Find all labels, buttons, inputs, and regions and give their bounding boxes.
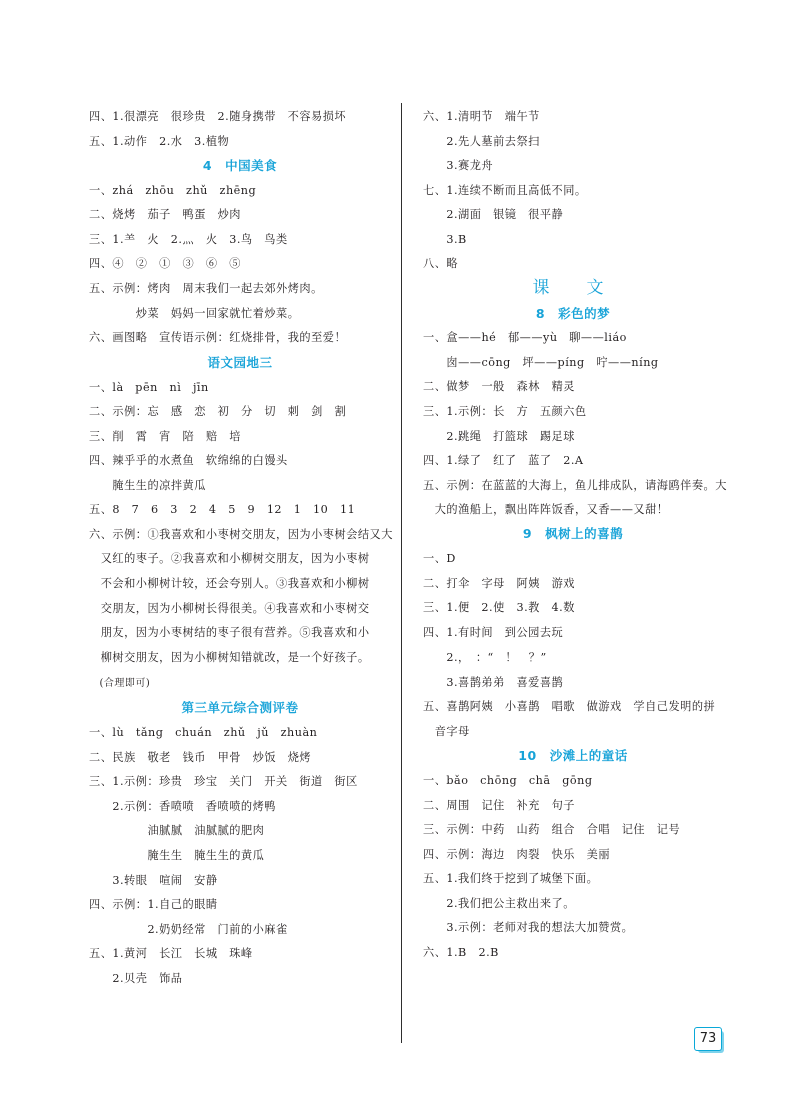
answer-line: 一、bǎo chōng chā gōng bbox=[423, 774, 593, 787]
answer-line: 囱——cōng 坪——píng 咛——níng bbox=[423, 356, 659, 369]
answer-line: 二、周围 记住 补充 句子 bbox=[423, 799, 575, 812]
answer-line: 四、1.绿了 红了 蓝了 2.A bbox=[423, 454, 584, 467]
answer-line: 一、盒——hé 郁——yù 聊——liáo bbox=[423, 331, 627, 344]
answer-line: 八、略 bbox=[423, 257, 459, 270]
answer-line: 2.先人墓前去祭扫 bbox=[423, 135, 540, 148]
answer-line: 三、1.便 2.使 3.教 4.数 bbox=[423, 601, 575, 614]
answer-line: 二、烧烤 茄子 鸭蛋 炒肉 bbox=[89, 208, 241, 221]
answer-line: 2.贝壳 饰品 bbox=[89, 972, 183, 985]
answer-line: 六、示例：①我喜欢和小枣树交朋友，因为小枣树会结又大 bbox=[89, 528, 393, 541]
answer-line: 三、示例：中药 山药 组合 合唱 记住 记号 bbox=[423, 823, 681, 836]
answer-line: 六、1.清明节 端午节 bbox=[423, 110, 540, 123]
answer-line: 3.赛龙舟 bbox=[423, 159, 494, 172]
answer-line: 三、削 霄 宵 陪 赔 培 bbox=[89, 430, 241, 443]
answer-line: 2.我们把公主救出来了。 bbox=[423, 897, 575, 910]
answer-line: 二、示例：忘 感 恋 初 分 切 刺 剑 割 bbox=[89, 405, 347, 418]
answer-line: 五、1.我们终于挖到了城堡下面。 bbox=[423, 872, 599, 885]
answer-line: 五、8 7 6 3 2 4 5 9 12 1 10 11 bbox=[89, 503, 356, 516]
answer-note: (合理即可) bbox=[89, 678, 151, 689]
answer-line: 四、示例：1.自己的眼睛 bbox=[89, 898, 218, 911]
section-heading: 第三单元综合测评卷 bbox=[181, 700, 299, 715]
answer-line: 三、1.示例：长 方 五颜六色 bbox=[423, 405, 587, 418]
section-heading: 8 彩色的梦 bbox=[535, 306, 611, 321]
answer-line: 不会和小柳树计较，还会夸别人。③我喜欢和小柳树 bbox=[89, 577, 370, 590]
answer-line: 音字母 bbox=[423, 725, 470, 738]
answer-line: 五、1.动作 2.水 3.植物 bbox=[89, 135, 230, 148]
answer-line: 2.湖面 银镜 很平静 bbox=[423, 208, 564, 221]
answer-line: 大的渔船上，飘出阵阵饭香，又香——又甜！ bbox=[423, 503, 669, 516]
answer-line: 朋友，因为小枣树结的枣子很有营养。⑤我喜欢和小 bbox=[89, 626, 370, 639]
answer-line: 四、④ ② ① ③ ⑥ ⑤ bbox=[89, 257, 241, 270]
answer-line: 3.喜鹊弟弟 喜爱喜鹊 bbox=[423, 676, 564, 689]
answer-line: 2.示例：香喷喷 香喷喷的烤鸭 bbox=[89, 800, 276, 813]
answer-line: 五、1.黄河 长江 长城 珠峰 bbox=[89, 947, 253, 960]
answer-line: 六、1.B 2.B bbox=[423, 946, 499, 959]
answer-line: 七、1.连续不断而且高低不同。 bbox=[423, 184, 587, 197]
answer-line: 又红的枣子。②我喜欢和小柳树交朋友，因为小枣树 bbox=[89, 552, 370, 565]
answer-line: 腌生生的凉拌黄瓜 bbox=[89, 479, 206, 492]
answer-line: 2.， ：“ ！ ？” bbox=[423, 651, 547, 664]
answer-line: 3.转眼 喧闹 安静 bbox=[89, 874, 218, 887]
page-number: 73 bbox=[699, 1031, 717, 1046]
answer-line: 二、民族 敬老 钱币 甲骨 炒饭 烧烤 bbox=[89, 751, 312, 764]
section-heading: 9 枫树上的喜鹊 bbox=[522, 526, 624, 541]
section-heading: 4 中国美食 bbox=[202, 158, 278, 173]
answer-line: 2.奶奶经常 门前的小麻雀 bbox=[89, 923, 288, 936]
answer-line: 二、打伞 字母 阿姨 游戏 bbox=[423, 577, 575, 590]
answer-line: 柳树交朋友，因为小柳树知错就改，是一个好孩子。 bbox=[89, 651, 370, 664]
answer-line: 二、做梦 一般 森林 精灵 bbox=[423, 380, 575, 393]
answer-line: 五、喜鹊阿姨 小喜鹊 唱歌 做游戏 学自己发明的拼 bbox=[423, 700, 716, 713]
answer-line: 六、画图略 宣传语示例：红烧排骨，我的至爱！ bbox=[89, 331, 347, 344]
section-heading: 语文园地三 bbox=[207, 355, 273, 370]
answer-line: 四、1.很漂亮 很珍贵 2.随身携带 不容易损坏 bbox=[89, 110, 347, 123]
answer-line: 四、示例：海边 肉裂 快乐 美丽 bbox=[423, 848, 611, 861]
section-heading: 10 沙滩上的童话 bbox=[518, 748, 628, 763]
answer-line: 交朋友，因为小柳树长得很美。④我喜欢和小枣树交 bbox=[89, 602, 370, 615]
answer-line: 五、示例：在蓝蓝的大海上，鱼儿排成队，请海鸥伴奏。大 bbox=[423, 479, 727, 492]
page-number-badge bbox=[694, 1027, 722, 1051]
section-heading: 课 文 bbox=[532, 278, 614, 298]
answer-line: 四、辣乎乎的水煮鱼 软绵绵的白馒头 bbox=[89, 454, 288, 467]
answer-line: 一、D bbox=[423, 552, 456, 565]
column-divider bbox=[401, 103, 402, 1043]
answer-line: 四、1.有时间 到公园去玩 bbox=[423, 626, 564, 639]
answer-line: 一、zhá zhōu zhǔ zhēng bbox=[89, 184, 257, 197]
answer-line: 3.示例：老师对我的想法大加赞赏。 bbox=[423, 921, 634, 934]
answer-line: 炒菜 妈妈一回家就忙着炒菜。 bbox=[89, 307, 300, 320]
answer-line: 一、là pēn nì jīn bbox=[89, 381, 209, 394]
answer-line: 油腻腻 油腻腻的肥肉 bbox=[89, 824, 265, 837]
answer-line: 三、1.示例：珍贵 珍宝 关门 开关 街道 街区 bbox=[89, 775, 358, 788]
answer-line: 腌生生 腌生生的黄瓜 bbox=[89, 849, 265, 862]
answer-line: 2.跳绳 打篮球 踢足球 bbox=[423, 430, 575, 443]
answer-line: 一、lù tǎng chuán zhǔ jǔ zhuàn bbox=[89, 726, 318, 739]
answer-line: 3.B bbox=[423, 233, 467, 246]
answer-line: 三、1.⺷ 火 2.灬 火 3.鸟 鸟类 bbox=[89, 233, 288, 246]
answer-line: 五、示例：烤肉 周末我们一起去郊外烤肉。 bbox=[89, 282, 323, 295]
